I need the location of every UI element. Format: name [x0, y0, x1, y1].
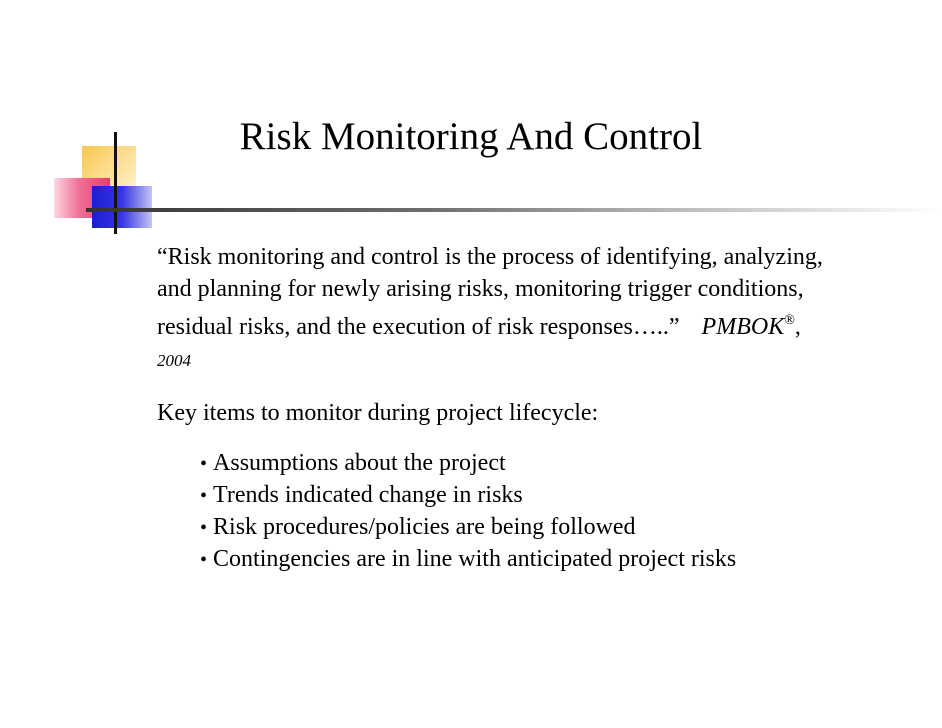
bullet-text: Assumptions about the project — [213, 450, 506, 476]
citation-source: PMBOK — [701, 314, 785, 340]
bullet-text: Contingencies are in line with anticipated project risks — [213, 546, 737, 572]
bullet-marker: • — [200, 485, 208, 507]
bullet-marker: • — [200, 549, 208, 571]
title-underline-rule — [86, 208, 942, 212]
citation-separator: , — [794, 314, 801, 340]
key-items-heading: Key items to monitor during project lifecycle: — [157, 400, 599, 426]
bullet-text: Risk procedures/policies are being followed — [213, 514, 636, 540]
citation-year: 2004 — [157, 350, 191, 370]
quote-text: “Risk monitoring and control is the process of identifying, analyzing, and planning for newly arising risks, monitoring trigger conditions, residual risks, and the execution of risk responses…..” — [157, 244, 823, 340]
list-item — [200, 544, 780, 576]
list-item — [200, 448, 780, 480]
quote-citation — [702, 314, 795, 340]
key-items-list — [200, 448, 780, 576]
list-item — [200, 512, 780, 544]
slide-title: Risk Monitoring And Control — [239, 115, 703, 158]
registered-mark: ® — [784, 313, 795, 328]
list-item — [200, 480, 780, 512]
pmbok-quote — [157, 242, 837, 376]
bullet-marker: • — [200, 453, 208, 475]
bullet-text: Trends indicated change in risks — [213, 482, 523, 508]
bullet-marker: • — [200, 517, 208, 539]
logo-blue-square — [92, 186, 152, 228]
